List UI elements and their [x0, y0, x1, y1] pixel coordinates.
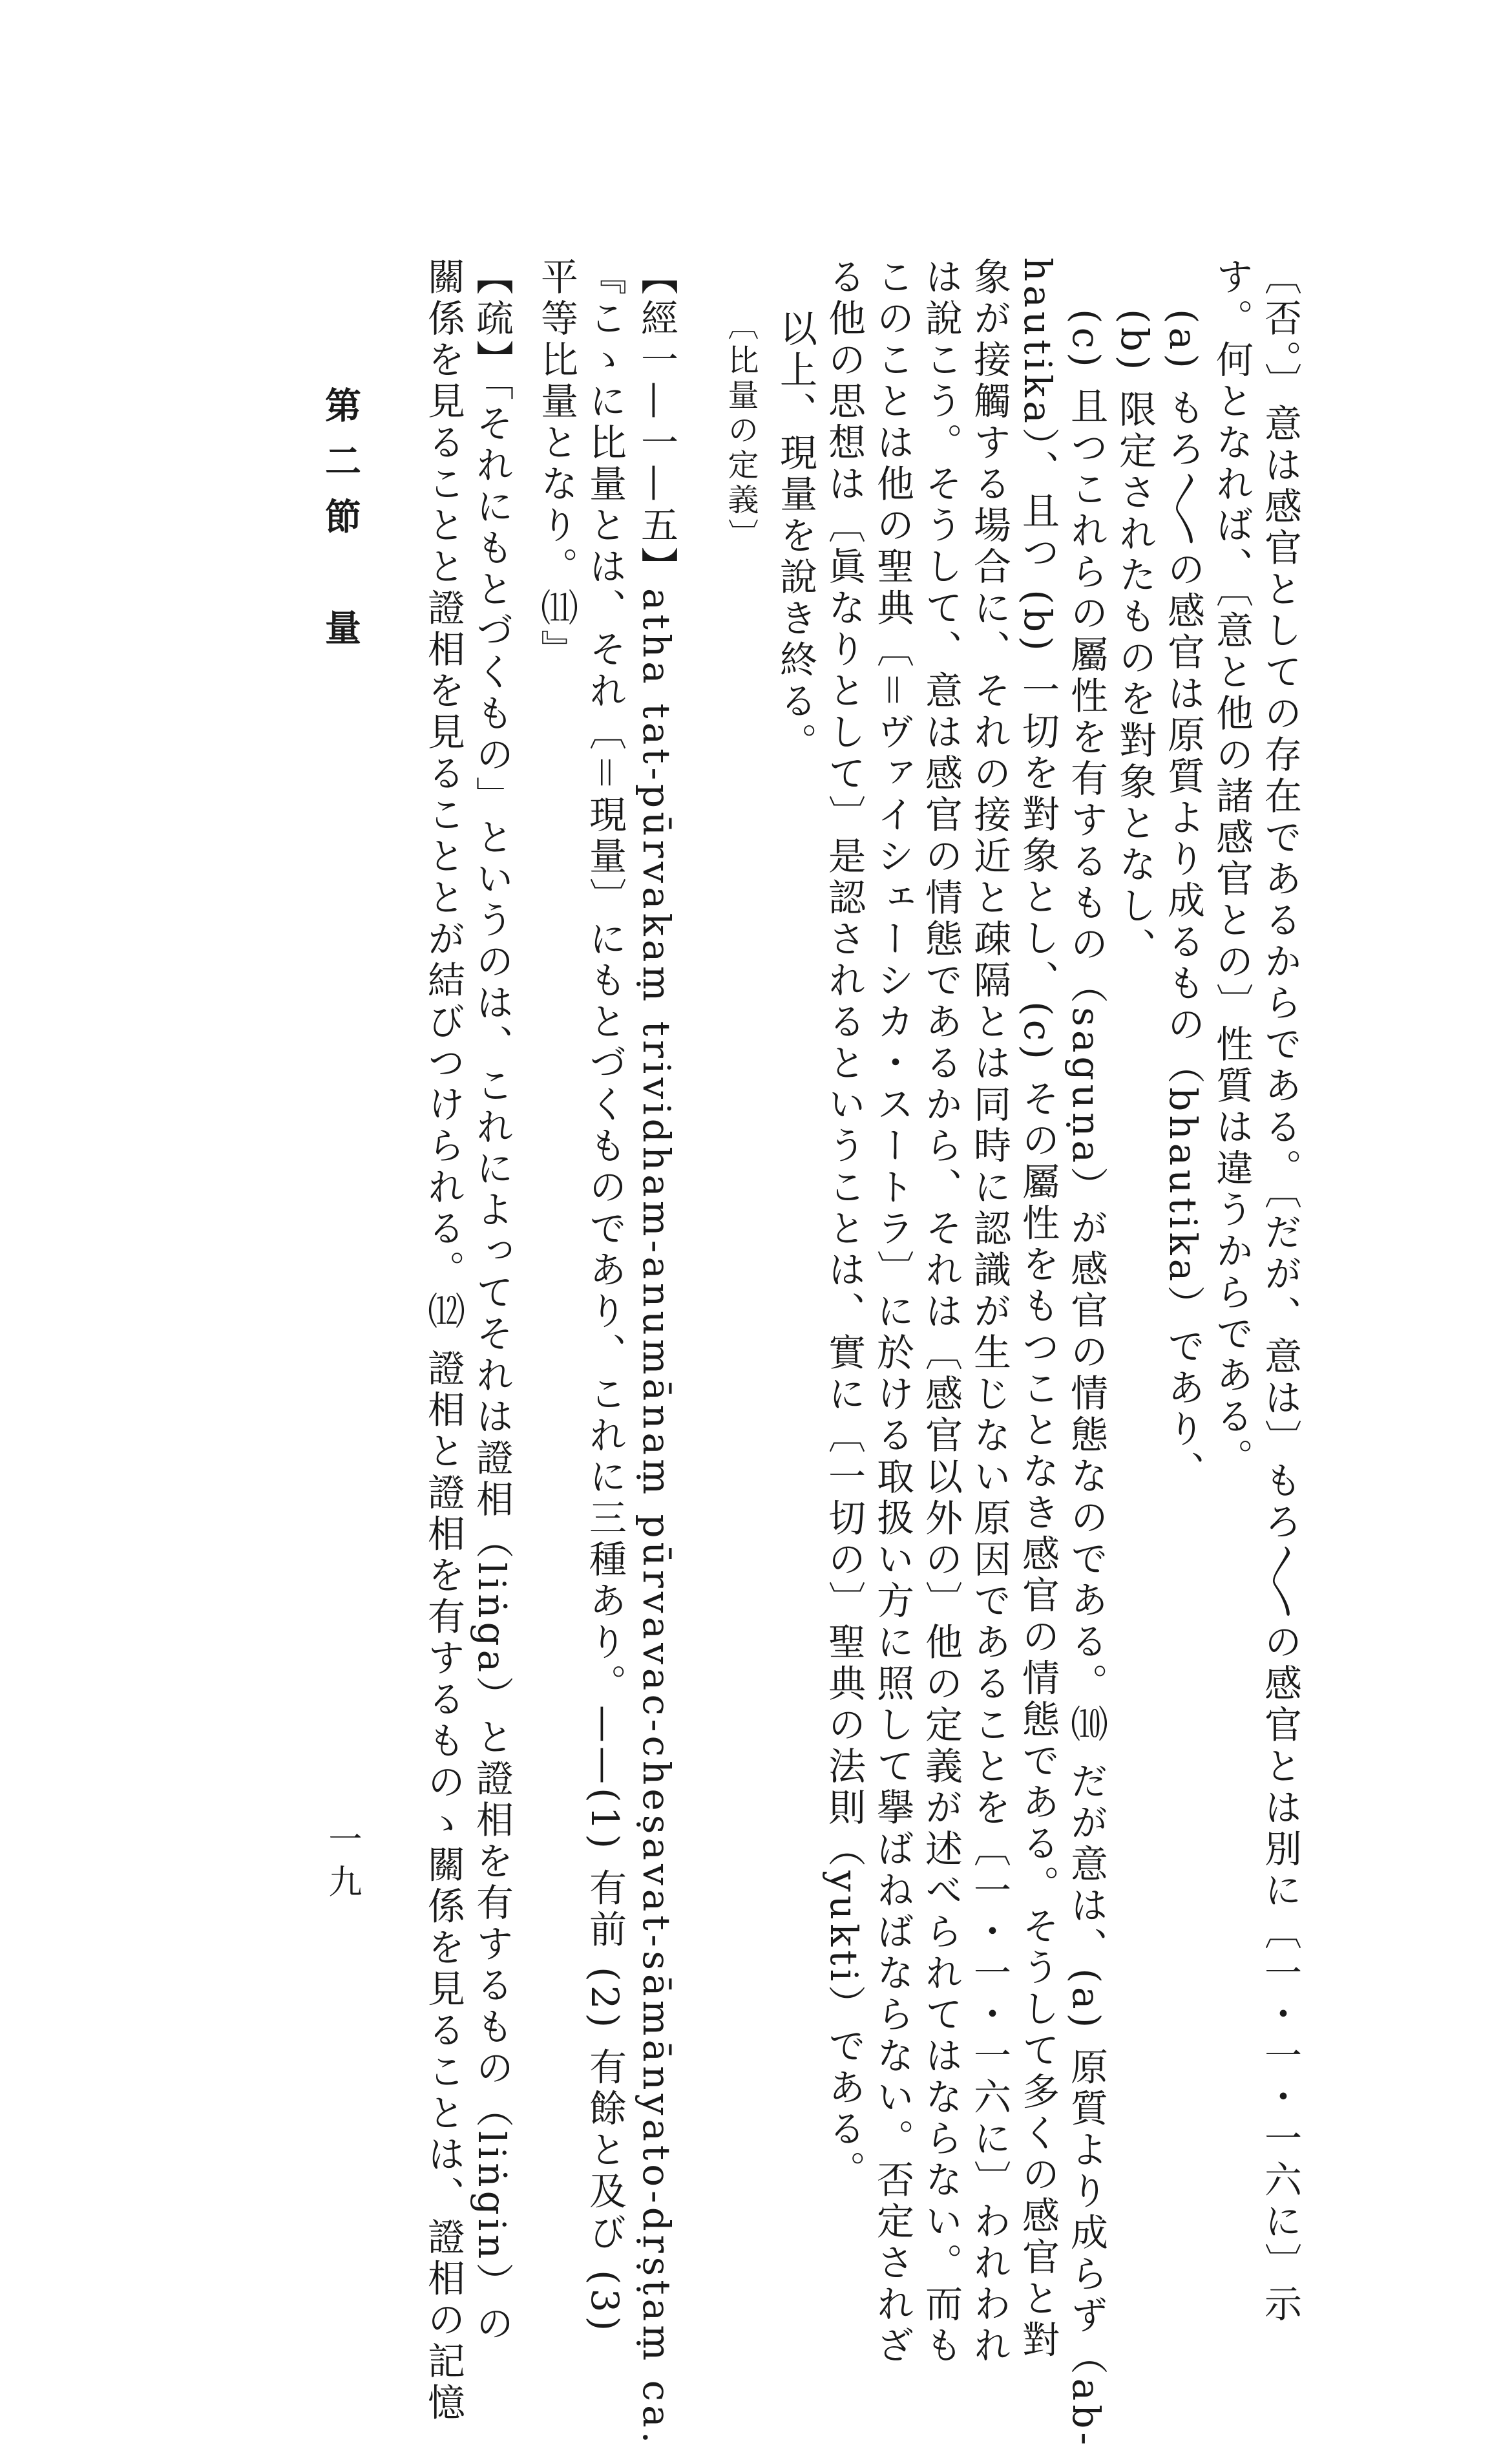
text-line-1: 〔否。〕意は感官としての存在であるからである。〔だが、意は〕もろ〳〵の感官とは別に〔一・一・一六に〕示 — [1258, 257, 1302, 2326]
page-header: 第二節 量 — [319, 387, 362, 664]
text-line-2: す。何となれば、〔意と他の諸感官との〕性質は違うからである。 — [1210, 257, 1254, 1479]
text-line-9: このことは他の聖典〔＝ヴァイシェーシカ・スートラ〕に於ける取扱い方に照して擧ばねばならない。否定されざ — [870, 257, 914, 2367]
text-line-5: (c) 且つこれらの屬性を有するもの（saguṇa）が感官の情態なのである。⑽ だが意は、(a) 原質より成らず（ab- — [1064, 309, 1108, 2449]
text-line-15: 平等比量となり。⑾』 — [534, 257, 578, 671]
text-line-11: 以上、現量を說き終る。 — [773, 309, 817, 764]
text-line-13: 【經一—一—五】atha tat-pūrvakaṃ trividham-anumānaṃ pūrvavac-cheṣavat-sāmānyato-dṛṣṭaṃ ca. — [635, 257, 678, 2448]
text-line-6: hautika）、且つ (b) 一切を對象とし、(c) その屬性をもつことなき感官の情態である。そうして多くの感官と對 — [1016, 257, 1060, 2362]
text-line-8: は說こう。そうして、意は感官の情態であるから、それは〔感官以外の〕他の定義が述べられてはならない。而も — [919, 257, 963, 2367]
text-line-17: 關係を見ることと證相を見ることとが結びつけられる。⑿ 證相と證相を有するものゝ關係を見ることは、證相の記憶 — [421, 257, 465, 2424]
page-number: 一九 — [322, 1821, 361, 1907]
text-line-3: (a) もろ〳〵の感官は原質より成るもの（bhautika）であり、 — [1161, 309, 1205, 1492]
text-line-4: (b) 限定されたものを對象となし、 — [1113, 309, 1157, 969]
text-line-16: 【疏】「それにもとづくもの」というのは、これによってそれは證相（liṅga）と證相を有するもの（liṅgin）の — [470, 257, 514, 2346]
text-line-7: 象が接觸する場合に、それの接近と疎隔とは同時に認識が生じない原因であることを〔一・一・一六に〕われわれ — [967, 257, 1011, 2367]
text-line-14: 『こゝに比量とは、それ〔＝現量〕にもとづくものであり、これに三種あり。——(1) 有前 (2) 有餘と及び (3) — [583, 257, 627, 2335]
section-heading: 〔比量の定義〕 — [722, 309, 759, 553]
text-line-10: る他の思想は〔眞なりとして〕是認されるということは、實に〔一切の〕聖典の法則（yukti）である。 — [822, 257, 866, 2192]
